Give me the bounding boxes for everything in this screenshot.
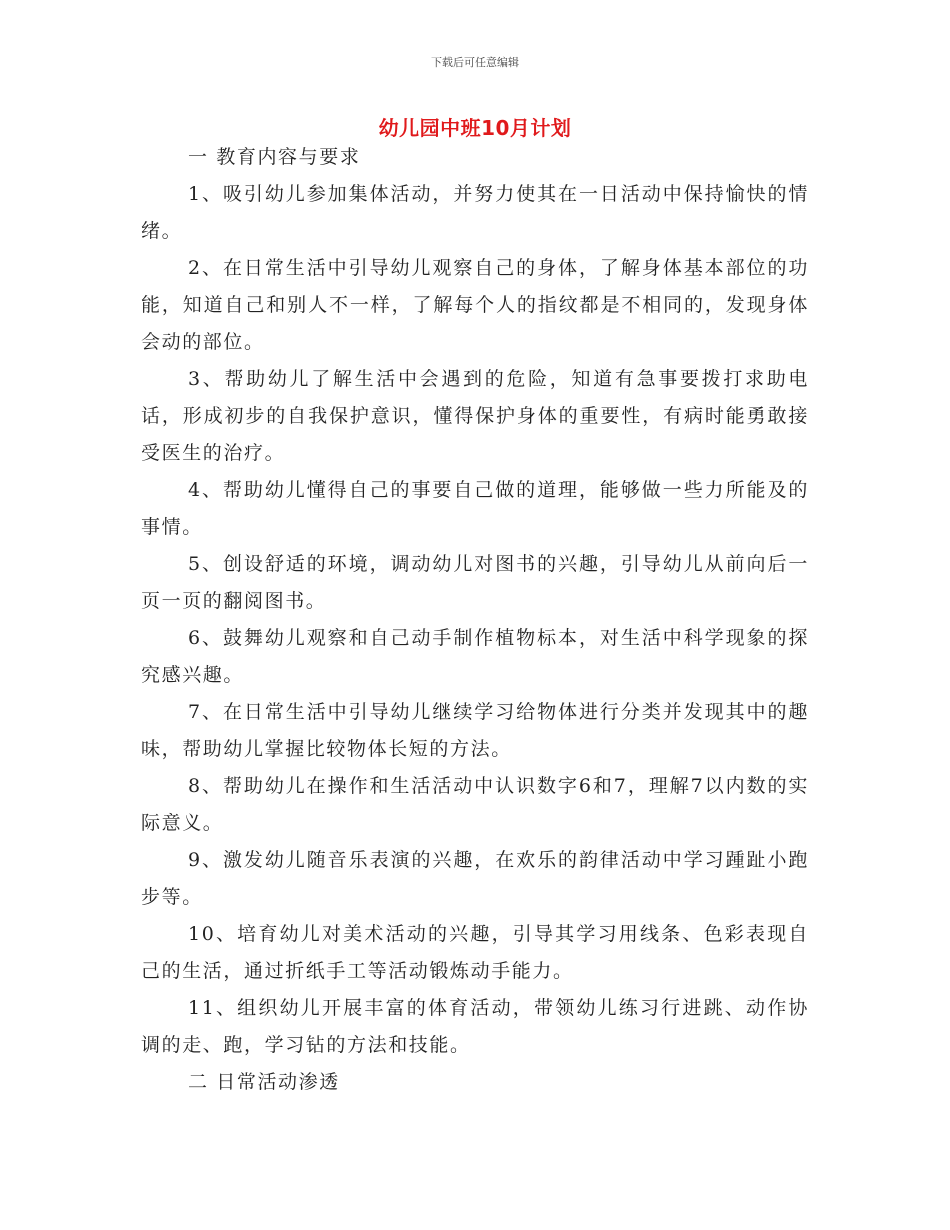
list-item-7: 7、在日常生活中引导幼儿继续学习给物体进行分类并发现其中的趣味，帮助幼儿掌握比较物体长短的方法。 [141,701,809,760]
section-heading-2: 二 日常活动渗透 [188,1071,340,1093]
list-item-1: 1、吸引幼儿参加集体活动，并努力使其在一日活动中保持愉快的情绪。 [141,183,809,242]
list-item-2: 2、在日常生活中引导幼儿观察自己的身体，了解身体基本部位的功能，知道自己和别人不一样，了解每个人的指纹都是不相同的，发现身体会动的部位。 [141,257,809,353]
list-item-4: 4、帮助幼儿懂得自己的事要自己做的道理，能够做一些力所能及的事情。 [141,479,809,538]
section-heading-1: 一 教育内容与要求 [188,146,361,168]
header-note: 下载后可任意编辑 [431,56,519,69]
list-item-10: 10、培育幼儿对美术活动的兴趣，引导其学习用线条、色彩表现自己的生活，通过折纸手工等活动锻炼动手能力。 [141,923,809,982]
list-item-11: 11、组织幼儿开展丰富的体育活动，带领幼儿练习行进跳、动作协调的走、跑，学习钻的方法和技能。 [141,997,809,1056]
document-title: 幼儿园中班10月计划 [378,116,572,140]
document-body [141,139,809,1101]
list-item-3: 3、帮助幼儿了解生活中会遇到的危险，知道有急事要拨打求助电话，形成初步的自我保护意识，懂得保护身体的重要性，有病时能勇敢接受医生的治疗。 [141,368,809,464]
list-item-5: 5、创设舒适的环境，调动幼儿对图书的兴趣，引导幼儿从前向后一页一页的翻阅图书。 [141,553,809,612]
list-item-9: 9、激发幼儿随音乐表演的兴趣，在欢乐的韵律活动中学习踵趾小跑步等。 [141,849,809,908]
list-item-8: 8、帮助幼儿在操作和生活活动中认识数字6和7，理解7以内数的实际意义。 [141,775,809,834]
list-item-6: 6、鼓舞幼儿观察和自己动手制作植物标本，对生活中科学现象的探究感兴趣。 [141,627,809,686]
